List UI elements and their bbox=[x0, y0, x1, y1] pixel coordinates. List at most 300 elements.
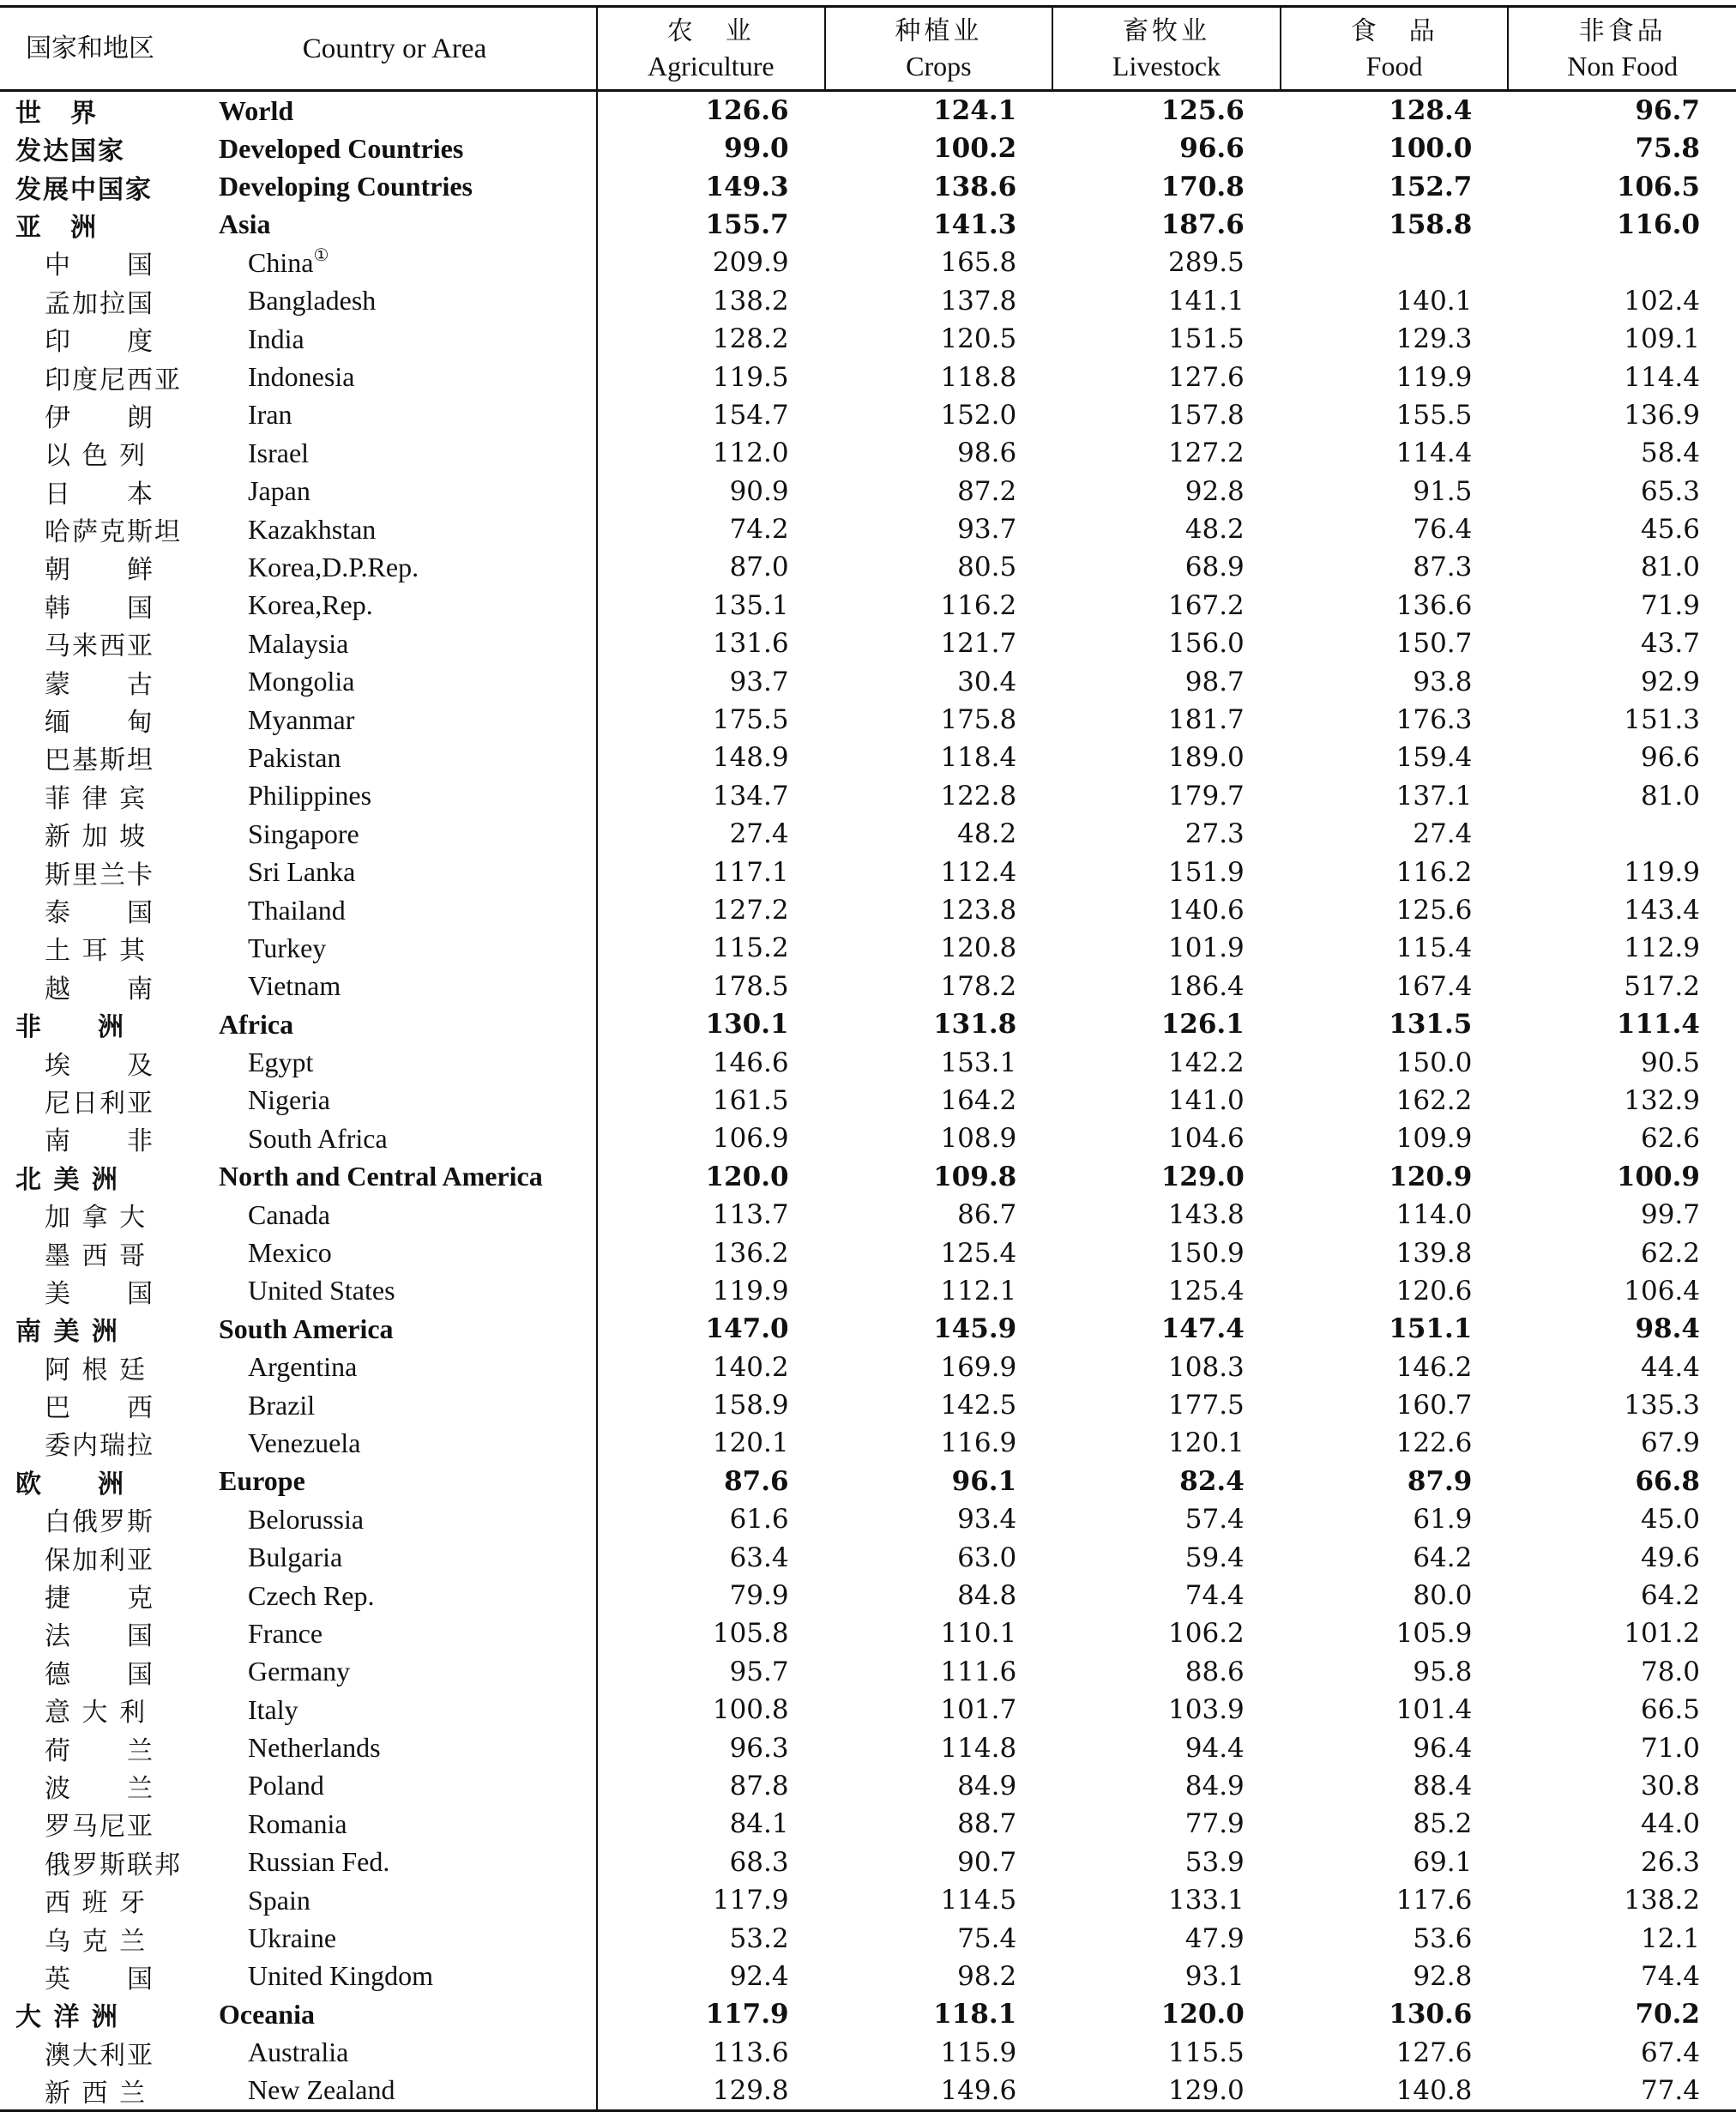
country-name-cn: 印度尼西亚 bbox=[45, 365, 182, 395]
food-value: 162.2 bbox=[1395, 1084, 1473, 1116]
country-name-en: World bbox=[219, 94, 294, 126]
agriculture-value: 61.6 bbox=[597, 1500, 825, 1538]
crops-value: 84.8 bbox=[957, 1580, 1017, 1612]
country-name-cn: 发展中国家 bbox=[15, 174, 153, 205]
non-food-value: 99.7 bbox=[1640, 1199, 1700, 1231]
livestock-value: 104.6 bbox=[1168, 1123, 1245, 1155]
livestock-value: 181.7 bbox=[1168, 704, 1245, 736]
agriculture-value: 148.9 bbox=[597, 739, 825, 776]
food-value: 53.6 bbox=[1413, 1922, 1473, 1954]
region-row bbox=[0, 130, 1736, 167]
country-name-en: Netherlands bbox=[248, 1732, 381, 1764]
agriculture-value: 140.2 bbox=[597, 1349, 825, 1386]
country-name-en: Thailand bbox=[248, 894, 346, 926]
country-name-en-cell bbox=[193, 1653, 597, 1691]
country-name-cn: 保加利亚 bbox=[45, 1545, 154, 1576]
table-row bbox=[0, 1577, 1736, 1614]
country-name-cn: 南 美 洲 bbox=[15, 1317, 119, 1348]
table-row bbox=[0, 1500, 1736, 1538]
country-name-en: Pakistan bbox=[248, 741, 341, 773]
country-name-en: Argentina bbox=[248, 1351, 358, 1383]
non-food-value: 62.2 bbox=[1640, 1237, 1700, 1269]
non-food-value: 67.9 bbox=[1640, 1427, 1700, 1459]
non-food-value: 138.2 bbox=[1624, 1885, 1700, 1916]
livestock-value: 93.1 bbox=[1184, 1960, 1245, 1992]
non-food-value: 96.6 bbox=[1640, 742, 1700, 774]
food-value: 159.4 bbox=[1395, 742, 1473, 774]
header-food-en: Food bbox=[1365, 50, 1423, 81]
food-value: 130.6 bbox=[1389, 1999, 1473, 2031]
agriculture-value: 95.7 bbox=[597, 1653, 825, 1691]
crops-value: 123.8 bbox=[940, 895, 1017, 926]
food-value: 129.3 bbox=[1395, 323, 1473, 355]
country-name-en-cell bbox=[193, 130, 597, 167]
country-name-cn: 新 加 坡 bbox=[45, 822, 148, 853]
country-name-en: Developed Countries bbox=[219, 132, 464, 164]
country-name-en: Mexico bbox=[248, 1237, 332, 1269]
crops-value: 120.8 bbox=[940, 932, 1017, 964]
livestock-value: 77.9 bbox=[1184, 1808, 1245, 1840]
agriculture-value: 209.9 bbox=[597, 244, 825, 281]
agriculture-value: 135.1 bbox=[597, 587, 825, 625]
country-name-cn: 乌 克 兰 bbox=[45, 1926, 148, 1957]
country-name-en: Developing Countries bbox=[219, 171, 473, 202]
crops-value: 112.1 bbox=[940, 1275, 1017, 1306]
country-name-cn: 欧 洲 bbox=[15, 1469, 125, 1500]
country-name-en-cell bbox=[193, 929, 597, 967]
food-value: 115.4 bbox=[1395, 932, 1473, 964]
livestock-value: 84.9 bbox=[1184, 1770, 1245, 1801]
country-name-en-cell bbox=[193, 510, 597, 548]
country-name-cn: 法 国 bbox=[45, 1621, 154, 1652]
livestock-value: 27.3 bbox=[1184, 818, 1245, 850]
country-name-cn: 非 洲 bbox=[15, 1012, 125, 1043]
country-name-en-cell bbox=[193, 1158, 597, 1196]
agriculture-value: 115.2 bbox=[597, 929, 825, 967]
livestock-value: 189.0 bbox=[1168, 742, 1245, 774]
table-row bbox=[0, 1043, 1736, 1081]
livestock-value: 101.9 bbox=[1168, 932, 1245, 964]
agriculture-value: 120.1 bbox=[597, 1424, 825, 1462]
non-food-value: 74.4 bbox=[1640, 1960, 1700, 1992]
country-name-cn: 朝 鲜 bbox=[45, 555, 154, 586]
livestock-value: 57.4 bbox=[1184, 1504, 1245, 1536]
table-row bbox=[0, 1729, 1736, 1766]
livestock-value: 129.0 bbox=[1160, 1161, 1245, 1192]
agriculture-value: 93.7 bbox=[597, 662, 825, 700]
country-name-en-cell bbox=[193, 1614, 597, 1652]
region-row bbox=[0, 1995, 1736, 2033]
crops-value: 125.4 bbox=[940, 1237, 1017, 1269]
table-row bbox=[0, 701, 1736, 739]
country-name-en: North and Central America bbox=[219, 1161, 543, 1192]
livestock-value: 74.4 bbox=[1184, 1580, 1245, 1612]
country-name-en-cell bbox=[193, 320, 597, 358]
country-name-cn: 美 国 bbox=[45, 1278, 154, 1309]
header-row bbox=[0, 7, 1736, 91]
livestock-value: 150.9 bbox=[1168, 1237, 1245, 1269]
agriculture-value: 175.5 bbox=[597, 701, 825, 739]
country-name-cn: 韩 国 bbox=[45, 593, 154, 624]
agriculture-value: 130.1 bbox=[597, 1005, 825, 1043]
non-food-value: 109.1 bbox=[1624, 323, 1700, 355]
agriculture-value: 106.9 bbox=[597, 1119, 825, 1157]
country-name-en: Malaysia bbox=[248, 627, 349, 659]
header-livestock-en: Livestock bbox=[1112, 50, 1221, 81]
country-name-cn: 马来西亚 bbox=[45, 631, 154, 662]
crops-value: 93.4 bbox=[957, 1504, 1017, 1536]
country-name-cn: 尼日利亚 bbox=[45, 1088, 154, 1119]
country-name-en-cell bbox=[193, 662, 597, 700]
country-name-en: Belorussia bbox=[248, 1503, 365, 1535]
agriculture-value: 87.8 bbox=[597, 1767, 825, 1805]
food-value: 160.7 bbox=[1395, 1390, 1473, 1421]
country-name-en-cell bbox=[193, 1310, 597, 1348]
crops-value: 110.1 bbox=[940, 1618, 1017, 1650]
country-name-en: Brazil bbox=[248, 1389, 316, 1421]
country-name-en: China bbox=[248, 246, 314, 278]
food-value: 176.3 bbox=[1395, 704, 1473, 736]
non-food-value bbox=[1508, 815, 1736, 853]
crops-value: 93.7 bbox=[957, 514, 1017, 546]
livestock-value: 133.1 bbox=[1168, 1885, 1245, 1916]
country-name-en-cell bbox=[193, 853, 597, 890]
non-food-value: 44.4 bbox=[1640, 1351, 1700, 1383]
crops-value: 48.2 bbox=[957, 818, 1017, 850]
country-name-en: Asia bbox=[219, 208, 271, 240]
country-name-en-cell bbox=[193, 1082, 597, 1119]
country-name-en: Korea,D.P.Rep. bbox=[248, 551, 419, 582]
country-name-cn: 中 国 bbox=[45, 250, 154, 281]
food-value: 87.9 bbox=[1407, 1465, 1473, 1497]
non-food-value: 111.4 bbox=[1616, 1009, 1700, 1041]
agriculture-value: 87.0 bbox=[597, 548, 825, 586]
crops-value: 149.6 bbox=[825, 2072, 1053, 2111]
non-food-value: 143.4 bbox=[1624, 895, 1700, 926]
agriculture-value: 87.6 bbox=[597, 1463, 825, 1500]
country-name-en: Czech Rep. bbox=[248, 1579, 375, 1611]
livestock-value: 141.1 bbox=[1168, 285, 1245, 317]
crops-value: 124.1 bbox=[933, 95, 1017, 126]
country-name-en: United Kingdom bbox=[248, 1960, 433, 1992]
country-name-en: Sri Lanka bbox=[248, 856, 356, 888]
non-food-value: 112.9 bbox=[1624, 932, 1700, 964]
country-name-en: Ukraine bbox=[248, 1922, 337, 1954]
crops-value: 75.4 bbox=[957, 1922, 1017, 1954]
non-food-value: 90.5 bbox=[1640, 1047, 1700, 1078]
country-name-en-cell bbox=[193, 1043, 597, 1081]
country-name-en-cell bbox=[193, 1119, 597, 1157]
crops-value: 137.8 bbox=[940, 285, 1017, 317]
country-name-cn: 土 耳 其 bbox=[45, 936, 148, 967]
livestock-value: 48.2 bbox=[1184, 514, 1245, 546]
crops-value: 101.7 bbox=[940, 1694, 1017, 1726]
crops-value: 114.5 bbox=[940, 1885, 1017, 1916]
livestock-value: 126.1 bbox=[1160, 1009, 1245, 1041]
agriculture-value: 138.2 bbox=[597, 282, 825, 320]
agriculture-value: 161.5 bbox=[597, 1082, 825, 1119]
agriculture-value: 149.3 bbox=[597, 167, 825, 205]
header-crops bbox=[825, 7, 1053, 91]
livestock-value: 129.0 bbox=[1052, 2072, 1281, 2111]
agriculture-value: 63.4 bbox=[597, 1538, 825, 1576]
table-row bbox=[0, 587, 1736, 625]
country-name-cn: 巴 西 bbox=[45, 1393, 154, 1424]
country-name-cn: 阿 根 廷 bbox=[45, 1355, 148, 1385]
non-food-value: 101.2 bbox=[1624, 1618, 1700, 1650]
livestock-value: 98.7 bbox=[1184, 666, 1245, 697]
country-name-en: Spain bbox=[248, 1884, 310, 1916]
non-food-value bbox=[1508, 244, 1736, 281]
crops-value: 122.8 bbox=[940, 780, 1017, 812]
crops-value: 142.5 bbox=[940, 1390, 1017, 1421]
livestock-value: 127.6 bbox=[1168, 361, 1245, 393]
non-food-value: 92.9 bbox=[1640, 666, 1700, 697]
country-name-en-cell bbox=[193, 1538, 597, 1576]
table-row bbox=[0, 1767, 1736, 1805]
country-name-en-cell bbox=[193, 473, 597, 510]
table-row bbox=[0, 1082, 1736, 1119]
agriculture-value: 129.8 bbox=[597, 2072, 825, 2111]
table-row bbox=[0, 320, 1736, 358]
header-non-food-zh: 非食品 bbox=[1578, 15, 1667, 46]
crops-value: 118.4 bbox=[940, 742, 1017, 774]
livestock-value: 127.2 bbox=[1168, 437, 1245, 469]
food-value: 64.2 bbox=[1413, 1542, 1473, 1573]
food-value: 120.6 bbox=[1395, 1275, 1473, 1306]
crops-value: 121.7 bbox=[940, 628, 1017, 660]
country-name-en: Israel bbox=[248, 437, 310, 468]
livestock-value: 167.2 bbox=[1168, 589, 1245, 621]
agriculture-value: 120.0 bbox=[597, 1158, 825, 1196]
agriculture-value: 113.6 bbox=[597, 2034, 825, 2072]
non-food-value: 106.5 bbox=[1616, 171, 1700, 202]
table-row bbox=[0, 2072, 1736, 2111]
livestock-value: 92.8 bbox=[1184, 475, 1245, 507]
agriculture-value: 128.2 bbox=[597, 320, 825, 358]
non-food-value: 132.9 bbox=[1624, 1084, 1700, 1116]
country-name-cn: 委内瑞拉 bbox=[45, 1431, 154, 1462]
country-name-en: Egypt bbox=[248, 1047, 314, 1078]
country-name-cn: 印 度 bbox=[45, 327, 154, 358]
table-row bbox=[0, 929, 1736, 967]
country-name-en: South America bbox=[219, 1312, 394, 1344]
country-name-cn: 泰 国 bbox=[45, 898, 154, 928]
agriculture-value: 74.2 bbox=[597, 510, 825, 548]
table-row bbox=[0, 2034, 1736, 2072]
crops-value: 165.8 bbox=[940, 247, 1017, 279]
country-name-en-cell bbox=[193, 1995, 597, 2033]
region-row bbox=[0, 1310, 1736, 1348]
country-name-cn: 罗马尼亚 bbox=[45, 1812, 154, 1843]
country-name-cn: 大 洋 洲 bbox=[15, 2002, 119, 2033]
country-name-cn: 俄罗斯联邦 bbox=[45, 1850, 182, 1880]
agriculture-value: 117.1 bbox=[597, 853, 825, 890]
non-food-value: 49.6 bbox=[1640, 1542, 1700, 1573]
food-value: 80.0 bbox=[1413, 1580, 1473, 1612]
food-value: 140.1 bbox=[1395, 285, 1473, 317]
country-name-en-cell bbox=[193, 1958, 597, 1995]
table-row bbox=[0, 473, 1736, 510]
table-row bbox=[0, 1349, 1736, 1386]
country-name-en: New Zealand bbox=[248, 2074, 395, 2106]
food-value: 100.0 bbox=[1389, 133, 1473, 165]
country-name-en: Bulgaria bbox=[248, 1542, 343, 1573]
agriculture-value: 92.4 bbox=[597, 1958, 825, 1995]
table-row bbox=[0, 1234, 1736, 1271]
agriculture-value: 105.8 bbox=[597, 1614, 825, 1652]
livestock-value: 125.6 bbox=[1160, 95, 1245, 126]
country-name-en: South Africa bbox=[248, 1122, 388, 1154]
livestock-value: 143.8 bbox=[1168, 1199, 1245, 1231]
crops-value: 111.6 bbox=[940, 1656, 1017, 1687]
non-food-value: 71.0 bbox=[1640, 1732, 1700, 1764]
livestock-value: 94.4 bbox=[1184, 1732, 1245, 1764]
table-row bbox=[0, 1691, 1736, 1729]
agriculture-value: 112.0 bbox=[597, 434, 825, 472]
country-name-en-cell bbox=[193, 1843, 597, 1881]
country-name-en: Vietnam bbox=[248, 970, 341, 1002]
country-name-en-cell bbox=[193, 701, 597, 739]
country-name-en: Venezuela bbox=[248, 1427, 361, 1458]
crops-value: 118.8 bbox=[940, 361, 1017, 393]
country-name-en: Turkey bbox=[248, 932, 327, 963]
food-value: 119.9 bbox=[1395, 361, 1473, 393]
crops-value: 112.4 bbox=[940, 856, 1017, 888]
crops-value: 90.7 bbox=[957, 1846, 1017, 1878]
non-food-value: 30.8 bbox=[1640, 1770, 1700, 1801]
country-name-en-cell bbox=[193, 777, 597, 815]
country-name-cn: 日 本 bbox=[45, 479, 154, 510]
agriculture-value: 68.3 bbox=[597, 1843, 825, 1881]
agriculture-value: 113.7 bbox=[597, 1196, 825, 1234]
header-non-food-en: Non Food bbox=[1567, 50, 1679, 81]
non-food-value: 12.1 bbox=[1640, 1922, 1700, 1954]
agriculture-value: 131.6 bbox=[597, 625, 825, 662]
non-food-value: 71.9 bbox=[1640, 589, 1700, 621]
header-food bbox=[1281, 7, 1509, 91]
country-name-cn: 南 非 bbox=[45, 1126, 154, 1157]
table-row bbox=[0, 891, 1736, 929]
food-value: 139.8 bbox=[1395, 1237, 1473, 1269]
country-name-en: Mongolia bbox=[248, 666, 355, 697]
non-food-value: 62.6 bbox=[1640, 1123, 1700, 1155]
crops-value: 100.2 bbox=[933, 133, 1017, 165]
livestock-value: 88.6 bbox=[1184, 1656, 1245, 1687]
table-row bbox=[0, 510, 1736, 548]
country-name-cn: 蒙 古 bbox=[45, 669, 154, 700]
table-row bbox=[0, 244, 1736, 281]
table-row bbox=[0, 1843, 1736, 1881]
crops-value: 115.9 bbox=[940, 2037, 1017, 2068]
country-name-en: Singapore bbox=[248, 818, 359, 849]
country-name-cn: 北 美 洲 bbox=[15, 1164, 119, 1195]
country-name-en: Australia bbox=[248, 2037, 349, 2068]
crops-value: 88.7 bbox=[957, 1808, 1017, 1840]
livestock-value: 47.9 bbox=[1184, 1922, 1245, 1954]
country-name-en: Myanmar bbox=[248, 703, 355, 735]
crops-value: 96.1 bbox=[951, 1465, 1017, 1497]
table-row bbox=[0, 1614, 1736, 1652]
non-food-value: 136.9 bbox=[1624, 399, 1700, 431]
food-value: 87.3 bbox=[1413, 552, 1473, 583]
non-food-value: 58.4 bbox=[1640, 437, 1700, 469]
livestock-value: 59.4 bbox=[1184, 1542, 1245, 1573]
country-name-cn: 墨 西 哥 bbox=[45, 1240, 148, 1271]
crops-value: 114.8 bbox=[940, 1732, 1017, 1764]
country-name-cn: 世 界 bbox=[15, 99, 98, 129]
agriculture-value: 79.9 bbox=[597, 1577, 825, 1614]
country-name-en: Germany bbox=[248, 1656, 351, 1687]
agriculture-value: 27.4 bbox=[597, 815, 825, 853]
country-name-cn: 巴基斯坦 bbox=[45, 745, 154, 776]
food-value: 114.4 bbox=[1395, 437, 1473, 469]
country-name-en-cell bbox=[193, 1349, 597, 1386]
country-name-en-cell bbox=[193, 1577, 597, 1614]
country-name-en: Iran bbox=[248, 399, 292, 431]
crops-value: 153.1 bbox=[940, 1047, 1017, 1078]
header-livestock-zh: 畜牧业 bbox=[1122, 15, 1210, 46]
food-value: 117.6 bbox=[1395, 1885, 1473, 1916]
country-name-cn: 荷 兰 bbox=[45, 1735, 154, 1766]
header-crops-zh: 种植业 bbox=[895, 15, 983, 46]
food-value: 146.2 bbox=[1395, 1351, 1473, 1383]
table-row bbox=[0, 1958, 1736, 1995]
food-value: 122.6 bbox=[1395, 1427, 1473, 1459]
agriculture-value: 134.7 bbox=[597, 777, 825, 815]
crops-value: 86.7 bbox=[957, 1199, 1017, 1231]
table-row bbox=[0, 548, 1736, 586]
table-row bbox=[0, 1653, 1736, 1691]
non-food-value: 98.4 bbox=[1635, 1313, 1700, 1345]
crops-value: 118.1 bbox=[933, 1999, 1017, 2031]
country-name-en-cell bbox=[193, 1691, 597, 1729]
agriculture-value: 100.8 bbox=[597, 1691, 825, 1729]
livestock-value: 170.8 bbox=[1160, 171, 1245, 202]
header-non-food bbox=[1508, 7, 1736, 91]
table-row bbox=[0, 358, 1736, 395]
non-food-value: 151.3 bbox=[1624, 704, 1700, 736]
table-row bbox=[0, 282, 1736, 320]
non-food-value: 75.8 bbox=[1635, 133, 1700, 165]
agriculture-value: 155.7 bbox=[597, 206, 825, 244]
country-name-en-cell bbox=[193, 739, 597, 776]
table-body bbox=[0, 91, 1736, 2111]
non-food-value: 43.7 bbox=[1640, 628, 1700, 660]
crops-value: 109.8 bbox=[933, 1161, 1017, 1192]
country-name-en-cell bbox=[193, 1463, 597, 1500]
country-name-cn: 澳大利亚 bbox=[45, 2040, 154, 2071]
country-name-cn: 斯里兰卡 bbox=[45, 860, 154, 890]
country-name-en-cell bbox=[193, 1919, 597, 1957]
food-value: 136.6 bbox=[1395, 589, 1473, 621]
non-food-value: 78.0 bbox=[1640, 1656, 1700, 1687]
country-name-en: Oceania bbox=[219, 1998, 315, 2030]
header-country-cn: 国家和地区 bbox=[0, 7, 193, 91]
livestock-value: 82.4 bbox=[1179, 1465, 1245, 1497]
crops-value: 84.9 bbox=[957, 1770, 1017, 1801]
region-row bbox=[0, 206, 1736, 244]
country-name-en: France bbox=[248, 1617, 323, 1649]
food-value: 88.4 bbox=[1413, 1770, 1473, 1801]
country-name-cn: 德 国 bbox=[45, 1659, 154, 1690]
country-name-en-cell bbox=[193, 625, 597, 662]
country-name-en-cell bbox=[193, 1196, 597, 1234]
non-food-value: 119.9 bbox=[1624, 856, 1700, 888]
region-row bbox=[0, 167, 1736, 205]
table-row bbox=[0, 1386, 1736, 1424]
crops-value: 87.2 bbox=[957, 475, 1017, 507]
